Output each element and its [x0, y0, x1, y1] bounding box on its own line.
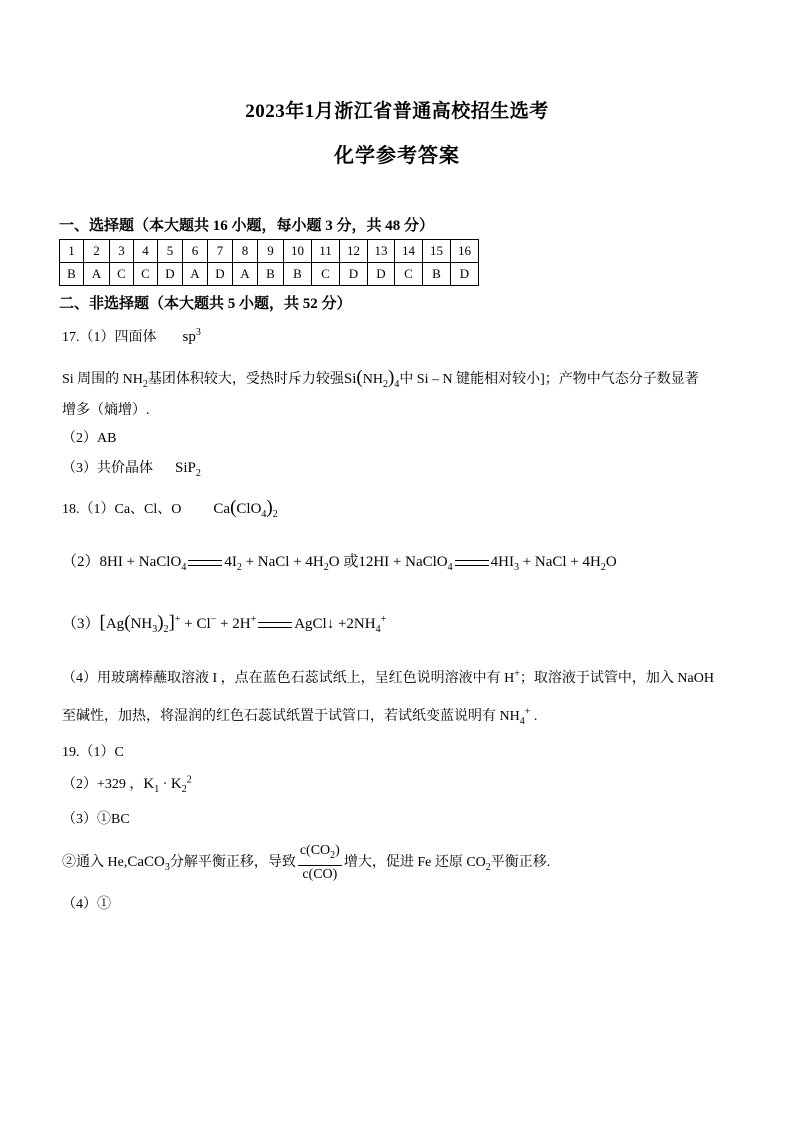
question-number-cell: 6 [183, 240, 208, 263]
answer-cell: D [158, 263, 183, 286]
answer-cell: A [84, 263, 110, 286]
equilibrium-sign [258, 622, 292, 628]
q18-part2-equation: （2）8HI + NaClO$_4$ $4I_2$ + NaCl + $4H_2O$ 或12HI + NaClO$_4$ $4HI_3$ + NaCl + $4H_2O$ [62, 554, 617, 573]
section2-heading: 二、非选择题（本大题共 5 小题，共 52 分） [59, 296, 352, 312]
question-number-cell: 15 [423, 240, 451, 263]
equilibrium-sign [455, 560, 489, 566]
question-number-cell: 8 [233, 240, 258, 263]
question-number-cell: 11 [312, 240, 340, 263]
q19-part4: （4）① [62, 897, 111, 912]
q19-part3b: ②通入 He,CaCO$_3$分解平衡正移，导致 $\frac{c(CO_2)}{c(CO)}$ 增大，促进 Fe 还原 $CO_2$平衡正移. [62, 843, 551, 882]
answer-cell: B [284, 263, 312, 286]
answer-cell: B [60, 263, 84, 286]
answer-table [59, 239, 479, 286]
q18-part4-line2: 至碱性，加热，将湿润的红色石蕊试纸置于试管口，若试纸变蓝说明有 $NH_4^+$ . [62, 706, 538, 727]
answer-cell: A [233, 263, 258, 286]
question-number-cell: 10 [284, 240, 312, 263]
question-number-cell: 9 [258, 240, 284, 263]
answer-cell: D [368, 263, 395, 286]
question-number-cell: 12 [340, 240, 368, 263]
answer-cell: C [395, 263, 423, 286]
question-number-cell: 16 [451, 240, 479, 263]
page-subtitle: 化学参考答案 [334, 145, 460, 167]
answer-cell: D [208, 263, 233, 286]
question-number-cell: 3 [110, 240, 134, 263]
q18-part1: 18.（1）Ca、Cl、O $Ca(ClO_4)_2$ [62, 497, 278, 520]
q17-reason-line1: Si 周围的 $NH_2$基团体积较大，受热时斥力较强$Si(NH_2)_4$中 Si – N 键能相对较小]；产物中气态分子数显著 [62, 367, 699, 390]
q19-part2: （2）+329 ，$K_1 \cdot K_2^2$ [62, 774, 192, 795]
q17-hybrid: $sp^3$ [182, 327, 201, 345]
answer-cell: A [183, 263, 208, 286]
answer-cell: B [258, 263, 284, 286]
question-number-cell: 14 [395, 240, 423, 263]
answer-cell: C [134, 263, 158, 286]
answer-table-number-row [60, 240, 479, 263]
q17-part2: （2）AB [62, 431, 117, 446]
question-number-cell: 7 [208, 240, 233, 263]
answer-table-answer-row [60, 263, 479, 286]
q17-reason-line2: 增多（熵增）. [62, 403, 150, 418]
question-number-cell: 2 [84, 240, 110, 263]
section1-heading: 一、选择题（本大题共 16 小题，每小题 3 分，共 48 分） [59, 218, 435, 234]
question-number-cell: 5 [158, 240, 183, 263]
q18-part4-line1: （4）用玻璃棒蘸取溶液 I ，点在蓝色石蕊试纸上，呈红色说明溶液中有 H+；取溶液于试管中，加入 NaOH [62, 668, 714, 686]
concentration-ratio-fraction: $\frac{c(CO_2)}{c(CO)}$ [299, 843, 340, 882]
question-number-cell: 13 [368, 240, 395, 263]
q17-part3: （3）共价晶体 SiP$_2$ [62, 460, 201, 479]
question-number-cell: 4 [134, 240, 158, 263]
q19-part1: 19.（1）C [62, 745, 124, 760]
question-number-cell: 1 [60, 240, 84, 263]
answer-cell: D [451, 263, 479, 286]
answer-cell: B [423, 263, 451, 286]
answer-cell: C [110, 263, 134, 286]
equilibrium-sign [188, 560, 222, 566]
answer-cell: D [340, 263, 368, 286]
q18-part3-equation: $(3)[Ag(NH_3)_2]^+ + Cl^- + 2H^+$ AgCl↓ $+2NH_4^+$ [62, 612, 387, 635]
q17-part1 [62, 326, 201, 346]
q19-part3: （3）①BC [62, 812, 130, 827]
page-title: 2023年1月浙江省普通高校招生选考 [245, 101, 549, 122]
answer-cell: C [312, 263, 340, 286]
q17-part1-label: 17.（1）四面体 [62, 330, 157, 345]
